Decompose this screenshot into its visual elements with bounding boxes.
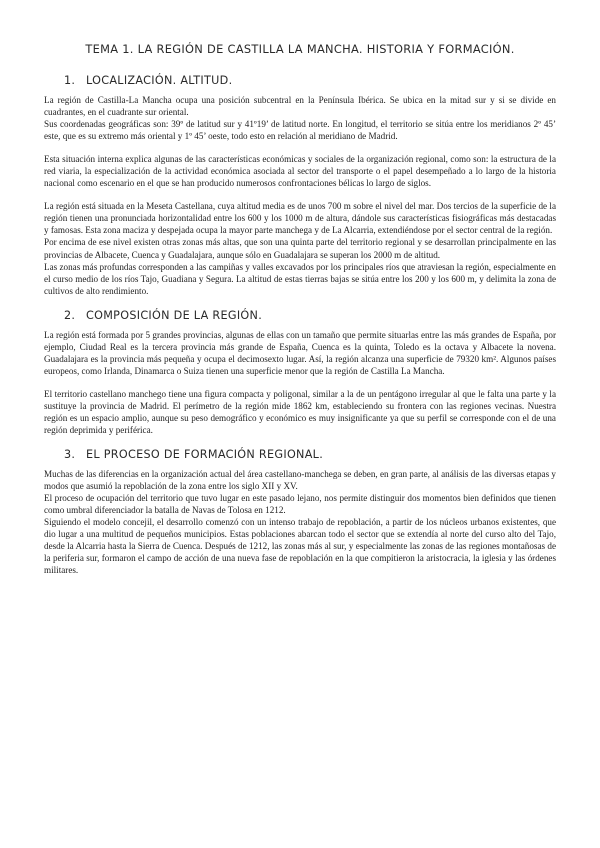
document-title: TEMA 1. LA REGIÓN DE CASTILLA LA MANCHA. HISTORIA Y FORMACIÓN. <box>85 42 515 56</box>
section-heading-localizacion <box>64 74 556 87</box>
paragraph: Sus coordenadas geográficas son: 39º de latitud sur y 41º19’ de latitud norte. En longitud, el territorio se sitúa entre los meridianos 2º 45’ este, que es su extremo más oriental y 1º 45’ oeste, todo esto en relación al meridiano de Madrid. <box>44 119 556 142</box>
paragraph: La región está formada por 5 grandes provincias, algunas de ellas con un tamaño que permite situarlas entre las más grandes de España, por ejemplo, Ciudad Real es la tercera provincia más grande de España, Cuenca es la quinta, Toledo es la octava y Albacete la novena. Guadalajara es la provincia más pequeña y ocupa el decimosexto lugar. Así, la región alcanza una superficie de 79320 km². Algunos países europeos, como Irlanda, Dinamarca o Suiza tienen una superficie menor que la región de Castilla La Mancha. <box>44 329 556 376</box>
paragraph: Esta situación interna explica algunas de las características económicas y sociales de la organización regional, como son: la estructura de la red viaria, la especialización de la actividad económica asociada al sector del transporte o el papel desempeñado a lo largo de la historia nacional como escenario en el que se han producido numerosos confrontaciones bélicas lo largo de siglos. <box>44 154 556 189</box>
section-title: LOCALIZACIÓN. ALTITUD. <box>86 74 233 87</box>
section-title: EL PROCESO DE FORMACIÓN REGIONAL. <box>86 448 324 462</box>
section-heading-formacion <box>64 448 556 461</box>
paragraph: El territorio castellano manchego tiene una figura compacta y poligonal, similar a la de un pentágono irregular al que le falta una parte y la sustituye la provincia de Madrid. El perímetro de la región mide 1862 km, estableciendo su frontera con las regiones vecinas. Nuestra región es un espacio amplio, aunque su peso demográfico y económico es muy insignificante ya que su perfil se corresponde con el de una región deprimida y periférica. <box>44 388 556 436</box>
paragraph: La región de Castilla-La Mancha ocupa una posición subcentral en la Península Ibérica. Se ubica en la mitad sur y si se divide en cuadrantes, en el cuadrante sur oriental. <box>44 95 556 118</box>
paragraph: El proceso de ocupación del territorio que tuvo lugar en este pasado lejano, nos permite distinguir dos momentos bien definidos que tienen como umbral diferenciador la batalla de Navas de Tolosa en 1212. <box>44 493 556 516</box>
paragraph: Las zonas más profundas corresponden a las campiñas y valles excavados por los principales ríos que atraviesan la región, especialmente en el curso medio de los ríos Tajo, Guadiana y Segura. La altitud de estas tierras bajas se sitúa entre los 200 y los 600 m, y delimita la zona de cultivos de alto rendimiento. <box>44 261 556 296</box>
paragraph: La región está situada en la Meseta Castellana, cuya altitud media es de unos 700 m sobre el nivel del mar. Dos tercios de la superficie de la región tienen una pronunciada horizontalidad entre los 600 y los 1000 m de altura, dándole sus características fisiográficas más destacadas y famosas. Esta zona maciza y despejada ocupa la mayor parte manchega y de La Alcarria, extendiéndose por el sector central de la región. <box>44 201 556 236</box>
section-number: 3. <box>64 448 76 462</box>
section-number: 2. <box>64 308 76 322</box>
paragraph: Por encima de ese nivel existen otras zonas más altas, que son una quinta parte del territorio regional y se desarrollan principalmente en las provincias de Albacete, Cuenca y Guadalajara, aunque sólo en Guadalajara se superan los 2000 m de altitud. <box>44 237 556 260</box>
section-number: 1. <box>64 74 76 87</box>
section-heading-composicion <box>64 309 556 322</box>
paragraph: Siguiendo el modelo concejil, el desarrollo comenzó con un intenso trabajo de repoblación, a partir de los núcleos urbanos existentes, que dio lugar a una multitud de pequeños municipios. Estas poblaciones abarcan todo el sector que se extendía al norte del curso alto del Tajo, desde la Alcarria hasta la Sierra de Cuenca. Después de 1212, las zonas más al sur, y especialmente las zonas de las regiones montañosas de la periferia sur, formaron el campo de acción de una nueva fase de repoblación en la que compitieron la aristocracia, la iglesia y las órdenes militares. <box>44 517 556 576</box>
section-title: COMPOSICIÓN DE LA REGIÓN. <box>86 308 263 322</box>
paragraph: Muchas de las diferencias en la organización actual del área castellano-manchega se deben, en gran parte, al análisis de las diversas etapas y modos que asumió la repoblación de la zona entre los siglo XII y XV. <box>44 469 556 492</box>
